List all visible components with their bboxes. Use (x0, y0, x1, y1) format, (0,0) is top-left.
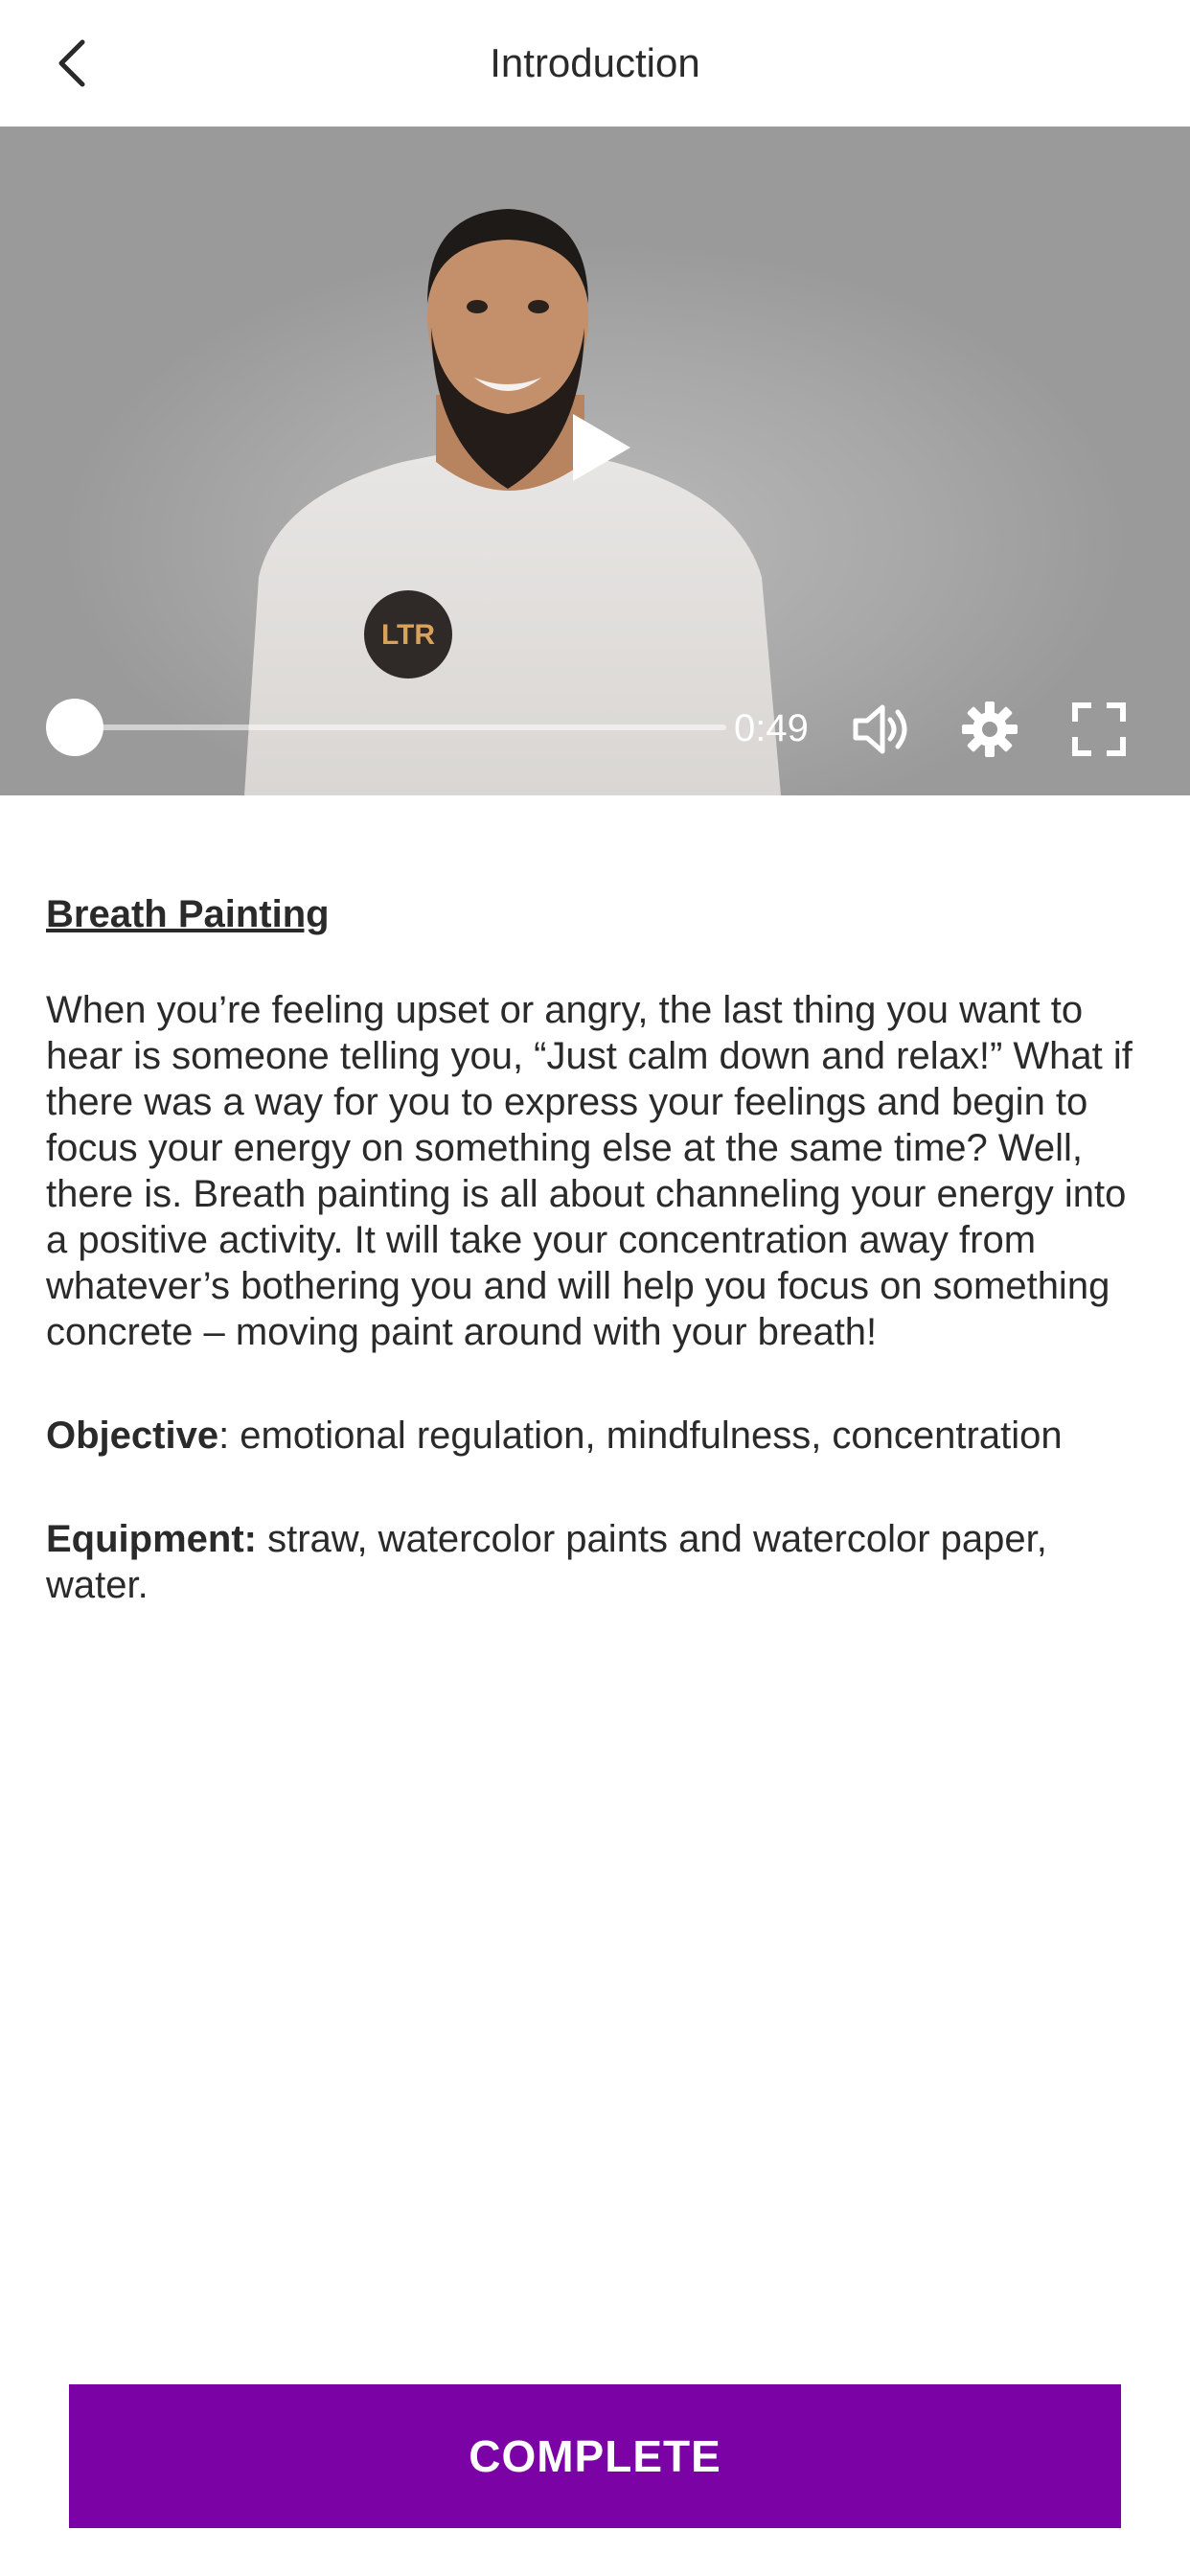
complete-button[interactable]: COMPLETE (69, 2384, 1121, 2528)
fullscreen-icon (1071, 702, 1127, 757)
play-icon[interactable] (552, 404, 638, 491)
shirt-logo-text: LTR (380, 619, 436, 651)
volume-button[interactable] (847, 696, 914, 763)
top-bar (0, 0, 1190, 126)
lesson-title: Breath Painting (46, 893, 330, 935)
seek-thumb[interactable] (46, 699, 103, 756)
objective-text: : emotional regulation, mindfulness, concentration (218, 1414, 1063, 1457)
lesson-description: When you’re feeling upset or angry, the last thing you want to hear is someone telling you, “Just calm down and relax!” What if there was a way for you to express your feelings and begin to focus your energy on something else at the same time? Well, there is. Breath painting is all about channeling your energy into a positive activity. It will take your concentration away from whatever’s bothering you and will help you focus on something concrete – moving paint around with your breath! (46, 989, 1133, 1353)
page-title: Introduction (490, 40, 700, 85)
settings-button[interactable] (956, 696, 1023, 763)
objective-label: Objective (46, 1414, 219, 1457)
time-remaining: 0:49 (734, 707, 809, 749)
objective-line (46, 1413, 1148, 1459)
equipment-text: straw, watercolor paints and watercolor paper, water. (46, 1518, 1047, 1606)
video-player[interactable] (0, 126, 1190, 795)
fullscreen-button[interactable] (1065, 696, 1133, 763)
gear-icon (960, 700, 1019, 759)
volume-icon (850, 702, 911, 756)
equipment-line (46, 1516, 1148, 1608)
lesson-content (46, 862, 1148, 1608)
seek-bar[interactable] (46, 724, 726, 730)
equipment-label: Equipment: (46, 1518, 257, 1560)
